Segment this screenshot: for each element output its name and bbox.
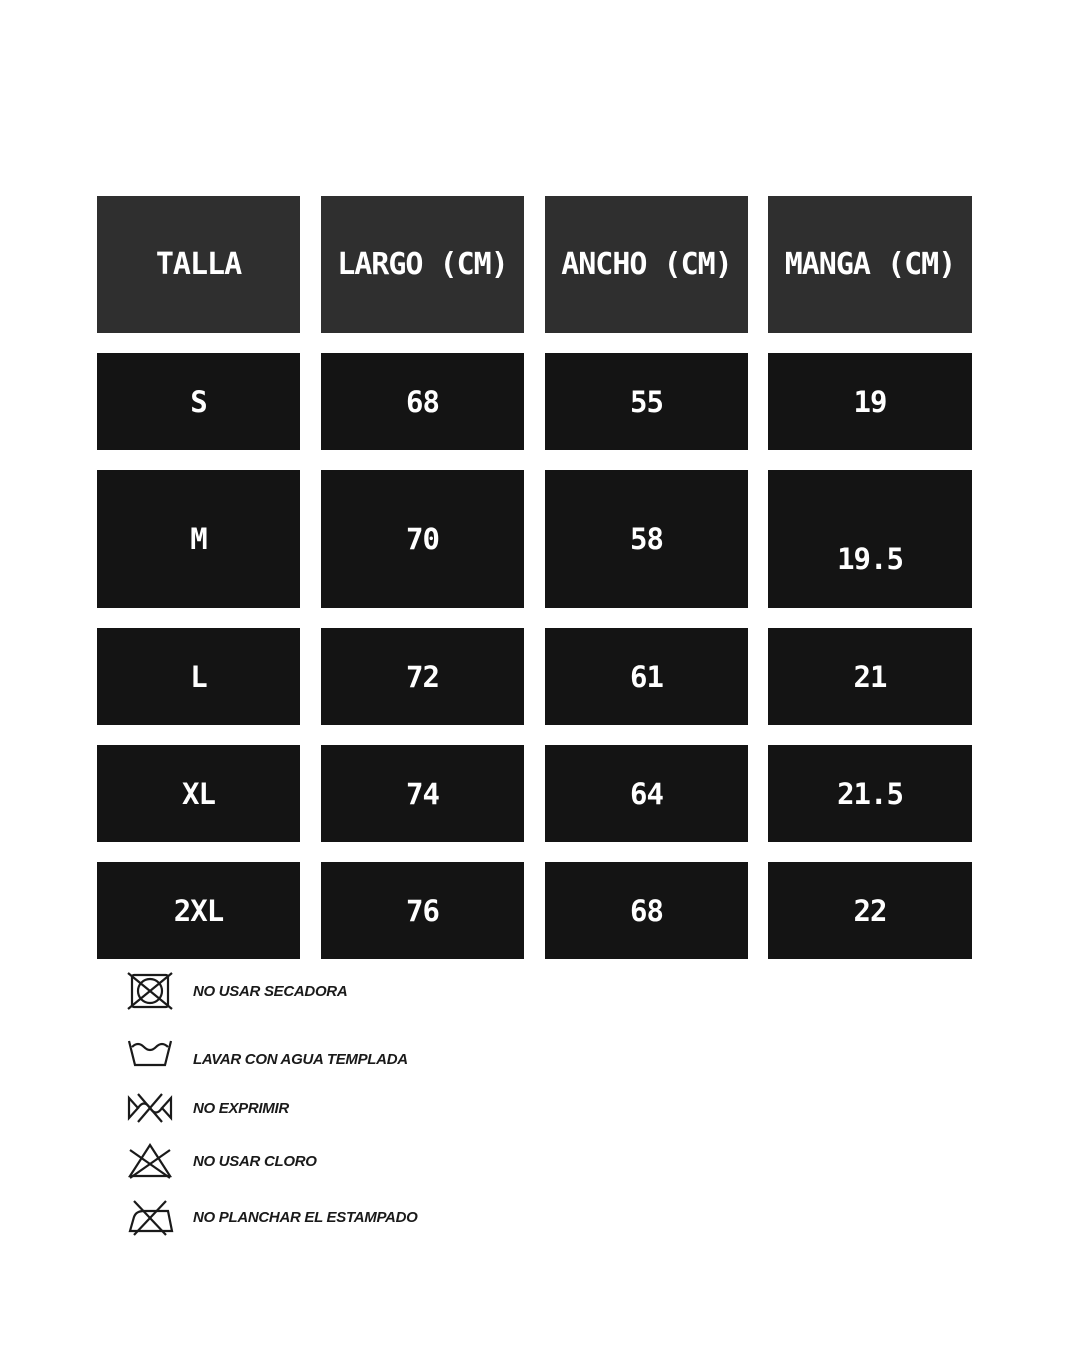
ancho-cell: 68 — [545, 862, 748, 959]
largo-cell: 70 — [321, 470, 524, 608]
care-item — [125, 971, 347, 1011]
care-label: LAVAR CON AGUA TEMPLADA — [193, 1050, 408, 1068]
care-label: NO PLANCHAR EL ESTAMPADO — [193, 1208, 418, 1226]
care-item — [125, 1088, 289, 1128]
ancho-cell: 61 — [545, 628, 748, 725]
manga-cell: 19 — [768, 353, 972, 450]
no-wring-icon — [125, 1088, 175, 1128]
care-label: NO EXPRIMIR — [193, 1099, 289, 1117]
wash-warm-icon — [125, 1032, 175, 1072]
largo-cell: 72 — [321, 628, 524, 725]
no-iron-print-icon — [125, 1197, 175, 1237]
size-cell: L — [97, 628, 300, 725]
size-cell: 2XL — [97, 862, 300, 959]
care-item — [125, 1032, 408, 1072]
manga-cell: 21 — [768, 628, 972, 725]
no-tumble-dry-icon — [125, 971, 175, 1011]
largo-cell: 68 — [321, 353, 524, 450]
ancho-cell: 64 — [545, 745, 748, 842]
ancho-cell: 55 — [545, 353, 748, 450]
no-bleach-icon — [125, 1141, 175, 1181]
size-cell: M — [97, 470, 300, 608]
care-label: NO USAR SECADORA — [193, 982, 348, 1000]
care-label: NO USAR CLORO — [193, 1152, 317, 1170]
header-manga: MANGA (CM) — [768, 196, 972, 333]
header-talla: TALLA — [97, 196, 300, 333]
manga-cell: 22 — [768, 862, 972, 959]
manga-cell: 21.5 — [768, 745, 972, 842]
manga-cell: 19.5 — [768, 470, 972, 608]
header-ancho: ANCHO (CM) — [545, 196, 748, 333]
size-cell: S — [97, 353, 300, 450]
size-cell: XL — [97, 745, 300, 842]
care-item — [125, 1197, 417, 1237]
largo-cell: 74 — [321, 745, 524, 842]
header-largo: LARGO (CM) — [321, 196, 524, 333]
largo-cell: 76 — [321, 862, 524, 959]
care-item — [125, 1141, 317, 1181]
ancho-cell: 58 — [545, 470, 748, 608]
